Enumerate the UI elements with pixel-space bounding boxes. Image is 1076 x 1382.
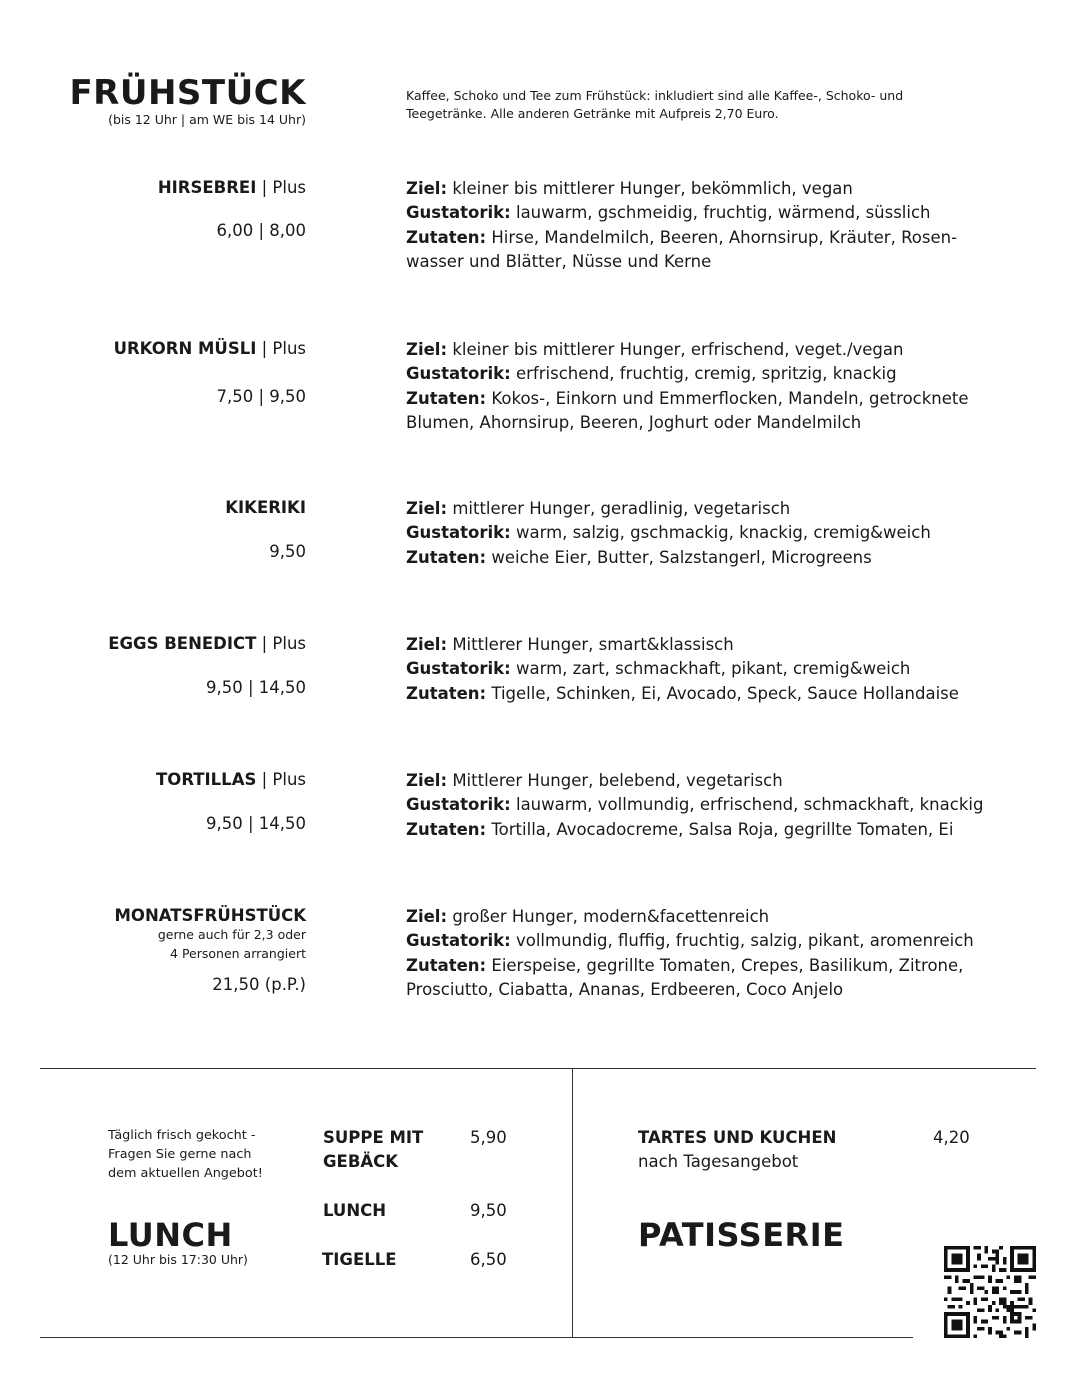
zutaten-label: Zutaten: [406, 388, 487, 408]
gustatorik-text: erfrischend, fruchtig, cremig, spritzig, knackig [510, 364, 897, 384]
item-description [406, 177, 1046, 274]
gustatorik-line [406, 929, 1046, 953]
patisserie-title: PATISSERIE [638, 1216, 845, 1254]
ziel-line [406, 769, 1046, 793]
divider-top [40, 1068, 1036, 1069]
menu-item-tortillas [156, 770, 306, 833]
breakfast-title: FRÜHSTÜCK [69, 73, 306, 113]
gustatorik-line [406, 201, 1046, 225]
zutaten-text: Hirse, Mandelmilch, Beeren, Ahornsirup, Kräuter, Rosen- [486, 227, 958, 247]
gustatorik-label: Gustatorik: [406, 203, 511, 223]
ziel-label: Ziel: [406, 179, 448, 198]
zutaten-text: Tortilla, Avocadocreme, Salsa Roja, gegrillte Tomaten, Ei [486, 819, 954, 839]
gustatorik-label: Gustatorik: [406, 523, 511, 543]
lunch-item-name-line-1: SUPPE MIT [323, 1128, 424, 1147]
item-name [225, 498, 306, 517]
ziel-label: Ziel: [406, 635, 448, 654]
item-name [158, 178, 306, 197]
ziel-text: Mittlerer Hunger, belebend, vegetarisch [447, 771, 783, 790]
lunch-note-line-2: Fragen Sie gerne nach [108, 1147, 252, 1162]
gustatorik-label: Gustatorik: [406, 795, 511, 815]
gustatorik-text: vollmundig, fluffig, fruchtig, salzig, pikant, aromenreich [510, 931, 974, 951]
zutaten-label: Zutaten: [406, 227, 487, 247]
zutaten-label: Zutaten: [406, 547, 487, 567]
lunch-item-price: 6,50 [470, 1250, 507, 1269]
ziel-text: großer Hunger, modern&facettenreich [447, 907, 770, 926]
item-title: TORTILLAS [156, 770, 257, 789]
drinks-note [406, 87, 1046, 123]
gustatorik-label: Gustatorik: [406, 364, 511, 384]
menu-item-eggs-benedict [108, 634, 306, 697]
item-price: 9,50 | 14,50 [205, 814, 306, 833]
item-price: 21,50 (p.P.) [212, 975, 306, 994]
zutaten-text: Eierspeise, gegrillte Tomaten, Crepes, Basilikum, Zitrone, [486, 955, 964, 975]
item-description [406, 633, 1046, 706]
breakfast-header [69, 73, 306, 127]
gustatorik-text: warm, zart, schmackhaft, pikant, cremig&weich [510, 659, 911, 679]
patisserie-item-sub: nach Tagesangebot [638, 1152, 799, 1171]
menu-item-hirsebrei [158, 178, 306, 240]
zutaten-text: weiche Eier, Butter, Salzstangerl, Microgreens [486, 547, 872, 567]
zutaten-text: Kokos-, Einkorn und Emmerflocken, Mandeln, getrocknete [486, 388, 969, 408]
item-note-line-2: 4 Personen arrangiert [170, 946, 306, 961]
item-description [406, 338, 1046, 435]
gustatorik-text: lauwarm, vollmundig, erfrischend, schmackhaft, knackig [510, 795, 984, 815]
item-name [114, 339, 306, 358]
divider-vertical [572, 1068, 573, 1338]
qr-code-icon[interactable] [944, 1246, 1036, 1338]
lunch-note-line-3: dem aktuellen Angebot! [108, 1166, 263, 1181]
zutaten-line [406, 818, 1046, 842]
lunch-note-line-1: Täglich frisch gekocht - [108, 1128, 256, 1143]
item-description [406, 769, 1046, 842]
gustatorik-label: Gustatorik: [406, 659, 511, 679]
item-suffix: | Plus [256, 178, 306, 197]
lunch-title: LUNCH [108, 1216, 233, 1254]
ziel-text: kleiner bis mittlerer Hunger, erfrischend, veget./vegan [447, 340, 904, 359]
item-name [156, 770, 306, 789]
zutaten-continued: Prosciutto, Ciabatta, Ananas, Erdbeeren, Coco Anjelo [406, 979, 844, 999]
item-description [406, 497, 1046, 570]
item-title: EGGS BENEDICT [108, 634, 257, 653]
lunch-item-suppe [323, 1126, 423, 1174]
patisserie-price: 4,20 [933, 1128, 970, 1147]
item-title: MONATSFRÜHSTÜCK [114, 906, 306, 925]
item-name [108, 634, 306, 653]
item-suffix: | Plus [256, 770, 306, 789]
lunch-item-lunch: LUNCH [323, 1201, 387, 1220]
zutaten-line [406, 546, 1046, 570]
lunch-note [108, 1126, 263, 1183]
drinks-note-line-1: Kaffee, Schoko und Tee zum Frühstück: inkludiert sind alle Kaffee-, Schoko- und [406, 88, 904, 103]
patisserie-item-name: TARTES UND KUCHEN [638, 1128, 837, 1147]
item-name [115, 906, 307, 925]
gustatorik-line [406, 657, 1046, 681]
lunch-item-name-line-2: GEBÄCK [323, 1152, 399, 1171]
gustatorik-text: warm, salzig, gschmackig, knackig, cremig&weich [510, 523, 931, 543]
item-price: 6,00 | 8,00 [216, 221, 306, 240]
ziel-text: Mittlerer Hunger, smart&klassisch [447, 635, 734, 654]
zutaten-label: Zutaten: [406, 819, 487, 839]
divider-bottom [40, 1337, 913, 1338]
item-price: 9,50 | 14,50 [205, 678, 306, 697]
gustatorik-line [406, 793, 1046, 817]
item-suffix: | Plus [256, 634, 306, 653]
item-price: 7,50 | 9,50 [216, 387, 306, 406]
gustatorik-label: Gustatorik: [406, 931, 511, 951]
ziel-label: Ziel: [406, 907, 448, 926]
menu-item-urkorn-muesli [114, 339, 306, 406]
ziel-line [406, 633, 1046, 657]
item-note [115, 925, 307, 963]
item-description [406, 905, 1046, 1002]
zutaten-line [406, 682, 1046, 706]
ziel-line [406, 497, 1046, 521]
zutaten-line [406, 387, 1046, 411]
lunch-item-price: 5,90 [470, 1128, 507, 1147]
ziel-label: Ziel: [406, 499, 448, 518]
zutaten-continued: Blumen, Ahornsirup, Beeren, Joghurt oder Mandelmilch [406, 412, 862, 432]
zutaten-label: Zutaten: [406, 683, 487, 703]
ziel-line [406, 338, 1046, 362]
breakfast-hours: (bis 12 Uhr | am WE bis 14 Uhr) [108, 112, 306, 127]
lunch-item-price: 9,50 [470, 1201, 507, 1220]
lunch-item-tigelle: TIGELLE [322, 1250, 397, 1269]
lunch-header [108, 1216, 248, 1267]
item-suffix: | Plus [256, 339, 306, 358]
zutaten-line [406, 954, 1046, 978]
item-title: URKORN MÜSLI [113, 339, 257, 358]
ziel-text: mittlerer Hunger, geradlinig, vegetarisch [447, 499, 791, 518]
gustatorik-text: lauwarm, gschmeidig, fruchtig, wärmend, süsslich [510, 203, 931, 223]
ziel-line [406, 905, 1046, 929]
item-title: HIRSEBREI [157, 178, 257, 197]
menu-item-kikeriki [225, 498, 306, 561]
menu-item-monatsfruehstueck [115, 906, 307, 994]
item-price: 9,50 [269, 542, 306, 561]
gustatorik-line [406, 362, 1046, 386]
zutaten-line [406, 226, 1046, 250]
zutaten-label: Zutaten: [406, 955, 487, 975]
zutaten-text: Tigelle, Schinken, Ei, Avocado, Speck, Sauce Hollandaise [486, 683, 959, 703]
item-note-line-1: gerne auch für 2,3 oder [157, 927, 306, 942]
ziel-label: Ziel: [406, 340, 448, 359]
ziel-text: kleiner bis mittlerer Hunger, bekömmlich, vegan [447, 179, 853, 198]
patisserie-item [638, 1126, 836, 1174]
ziel-line [406, 177, 1046, 201]
lunch-hours: (12 Uhr bis 17:30 Uhr) [108, 1252, 248, 1267]
gustatorik-line [406, 521, 1046, 545]
zutaten-continued: wasser und Blätter, Nüsse und Kerne [406, 251, 712, 271]
ziel-label: Ziel: [406, 771, 448, 790]
item-title: KIKERIKI [225, 498, 306, 517]
drinks-note-line-2: Teegetränke. Alle anderen Getränke mit Aufpreis 2,70 Euro. [406, 106, 779, 122]
